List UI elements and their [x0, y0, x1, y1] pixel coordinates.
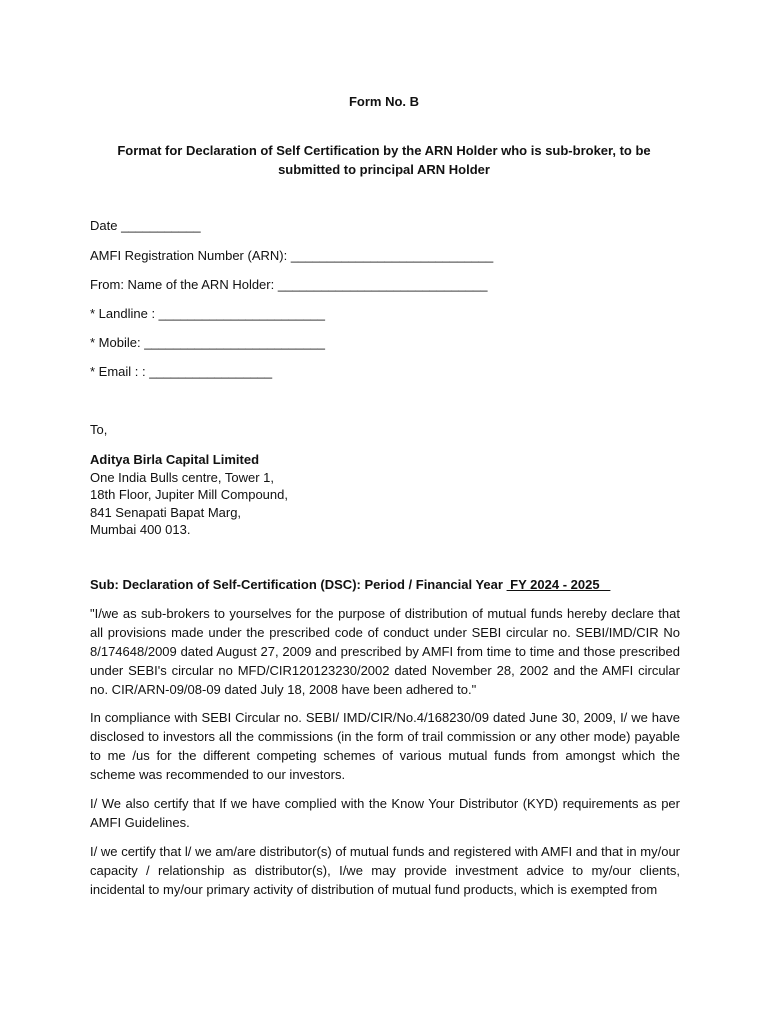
form-title: Format for Declaration of Self Certification by the ARN Holder who is sub-broker, to be submitted to principal ARN Holder	[117, 143, 651, 177]
arn-field: AMFI Registration Number (ARN): ____________________________	[90, 248, 494, 263]
subject-line	[90, 577, 610, 592]
address-line: Mumbai 400 013.	[90, 522, 191, 537]
commission-paragraph: In compliance with SEBI Circular no. SEBI/ IMD/CIR/No.4/168230/09 dated June 30, 2009, I/ we have disclosed to investors all the commissions (in the form of trail commission or any other mode) payable to me /us for the different competing schemes of various mutual funds from amongst which the scheme was recommended to our investors.	[90, 710, 680, 782]
declaration-paragraph: "I/we as sub-brokers to yourselves for the purpose of distribution of mutual funds hereby declare that all provisions made under the prescribed code of conduct under SEBI circular no. SEBI/IMD/CIR No 8/174648/2009 dated August 27, 2009 and prescribed by AMFI from time to time and those prescribed under SEBI's circular no MFD/CIR120123230/2002 dated November 28, 2002 and the AMFI circular no. CIR/ARN-09/08-09 dated July 18, 2008 have been adhered to."	[90, 606, 680, 697]
landline-field: * Landline : _______________________	[90, 306, 325, 321]
recipient-company: Aditya Birla Capital Limited	[90, 452, 260, 467]
kyd-paragraph: I/ We also certify that If we have complied with the Know Your Distributor (KYD) requirements as per AMFI Guidelines.	[90, 796, 680, 830]
email-field: * Email : : _________________	[90, 364, 273, 379]
recipient-address	[90, 451, 288, 539]
address-line: 841 Senapati Bapat Marg,	[90, 504, 242, 520]
address-line: 18th Floor, Jupiter Mill Compound,	[90, 487, 288, 502]
date-field: Date ___________	[90, 218, 201, 233]
subject-prefix: Sub: Declaration of Self-Certification (DSC): Period / Financial Year	[90, 577, 507, 592]
mobile-field: * Mobile: _________________________	[90, 335, 325, 350]
form-number: Form No. B	[348, 94, 420, 109]
address-line: One India Bulls centre, Tower 1,	[90, 469, 275, 485]
distributor-paragraph: I/ we certify that l/ we am/are distributor(s) of mutual funds and registered with AMFI and that in my/our capacity / relationship as distributor(s), I/we may provide investment advice to my/our clients, incidental to my/our primary activity of distribution of mutual fund products, which is exempted from	[90, 844, 680, 897]
to-label: To,	[90, 422, 108, 437]
financial-year: FY 2024 - 2025	[506, 577, 611, 592]
arn-holder-name-field: From: Name of the ARN Holder: _____________________________	[90, 277, 488, 292]
